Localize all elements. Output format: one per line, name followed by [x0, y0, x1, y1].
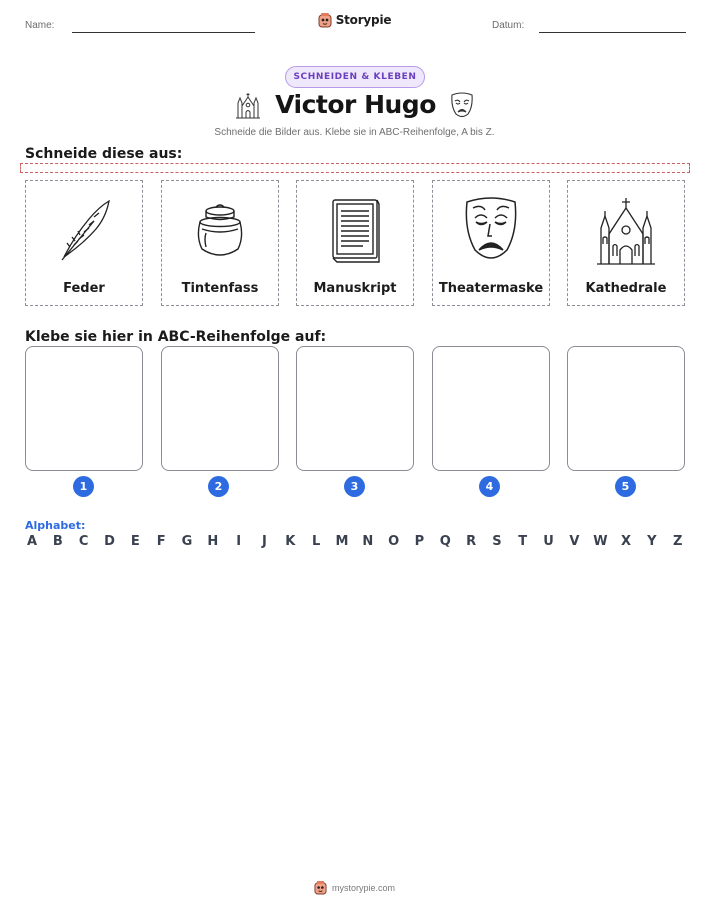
alphabet-letter: A [26, 534, 38, 549]
alphabet-letter: T [518, 534, 528, 549]
instruction-text: Schneide die Bilder aus. Klebe sie in ABC-Reihenfolge, A bis Z. [214, 127, 495, 138]
alphabet-letter: J [262, 534, 267, 549]
brand-logo [0, 12, 709, 28]
alphabet-letter: V [569, 534, 580, 549]
footer [0, 880, 709, 895]
paste-slot-4[interactable] [432, 346, 550, 471]
cathedral-icon [595, 194, 657, 266]
alphabet-letter: G [181, 534, 193, 549]
cut-card-manuskript[interactable] [296, 180, 414, 306]
cathedral-icon [235, 91, 261, 119]
card-label: Manuskript [313, 281, 397, 296]
alphabet-letter: B [52, 534, 63, 549]
slot-number-1: 1 [73, 476, 94, 497]
slot-number-2: 2 [208, 476, 229, 497]
alphabet-letter: M [335, 534, 349, 549]
paste-section-heading: Klebe sie hier in ABC-Reihenfolge auf: [25, 329, 327, 345]
alphabet-letter: P [414, 534, 425, 549]
name-label: Name: [25, 20, 55, 31]
alphabet-letter: S [492, 534, 502, 549]
alphabet-letter: X [621, 534, 632, 549]
alphabet-letter: I [236, 534, 242, 549]
paste-slot-3[interactable] [296, 346, 414, 471]
date-line[interactable] [539, 32, 686, 33]
alphabet-letter: U [543, 534, 554, 549]
paste-slot-2[interactable] [161, 346, 279, 471]
storypie-mascot-icon [314, 880, 327, 895]
cut-card-tintenfass[interactable] [161, 180, 279, 306]
cut-section-heading: Schneide diese aus: [25, 146, 183, 162]
cut-card-kathedrale[interactable] [567, 180, 685, 306]
alphabet-letter: D [104, 534, 115, 549]
cut-card-feder[interactable] [25, 180, 143, 306]
theater-mask-icon [450, 91, 474, 119]
alphabet-letter: Z [672, 534, 683, 549]
date-label: Datum: [492, 20, 525, 31]
title-row [0, 90, 709, 119]
alphabet-letter: O [388, 534, 400, 549]
alphabet-letter: W [593, 534, 608, 549]
alphabet-letter: C [78, 534, 89, 549]
alphabet-letter: H [207, 534, 219, 549]
paste-slot-1[interactable] [25, 346, 143, 471]
footer-url: mystorypie.com [331, 882, 395, 893]
card-label: Kathedrale [585, 281, 667, 296]
slot-number-5: 5 [615, 476, 636, 497]
brand-name: Storypie [335, 13, 392, 27]
alphabet-row [25, 534, 685, 549]
alphabet-letter: N [362, 534, 374, 549]
cut-card-theatermaske[interactable] [432, 180, 550, 306]
alphabet-letter: R [466, 534, 477, 549]
alphabet-letter: E [130, 534, 140, 549]
card-label: Theatermaske [438, 281, 544, 296]
page-title: Victor Hugo [275, 90, 436, 119]
alphabet-letter: K [285, 534, 296, 549]
quill-feather-icon [54, 197, 114, 263]
storypie-mascot-icon [318, 12, 332, 28]
cut-guide-line [20, 163, 690, 173]
card-label: Feder [63, 281, 105, 296]
manuscript-book-icon [325, 196, 385, 264]
activity-badge: SCHNEIDEN & KLEBEN [285, 66, 425, 88]
alphabet-label: Alphabet: [25, 519, 86, 532]
alphabet-letter: F [156, 534, 166, 549]
slot-number-4: 4 [479, 476, 500, 497]
card-label: Tintenfass [181, 281, 259, 296]
alphabet-letter: Q [439, 534, 451, 549]
paste-slot-5[interactable] [567, 346, 685, 471]
alphabet-letter: Y [647, 534, 657, 549]
inkwell-icon [190, 197, 250, 263]
name-line[interactable] [72, 32, 255, 33]
alphabet-letter: L [311, 534, 321, 549]
theater-mask-icon [461, 194, 521, 266]
slot-number-3: 3 [344, 476, 365, 497]
